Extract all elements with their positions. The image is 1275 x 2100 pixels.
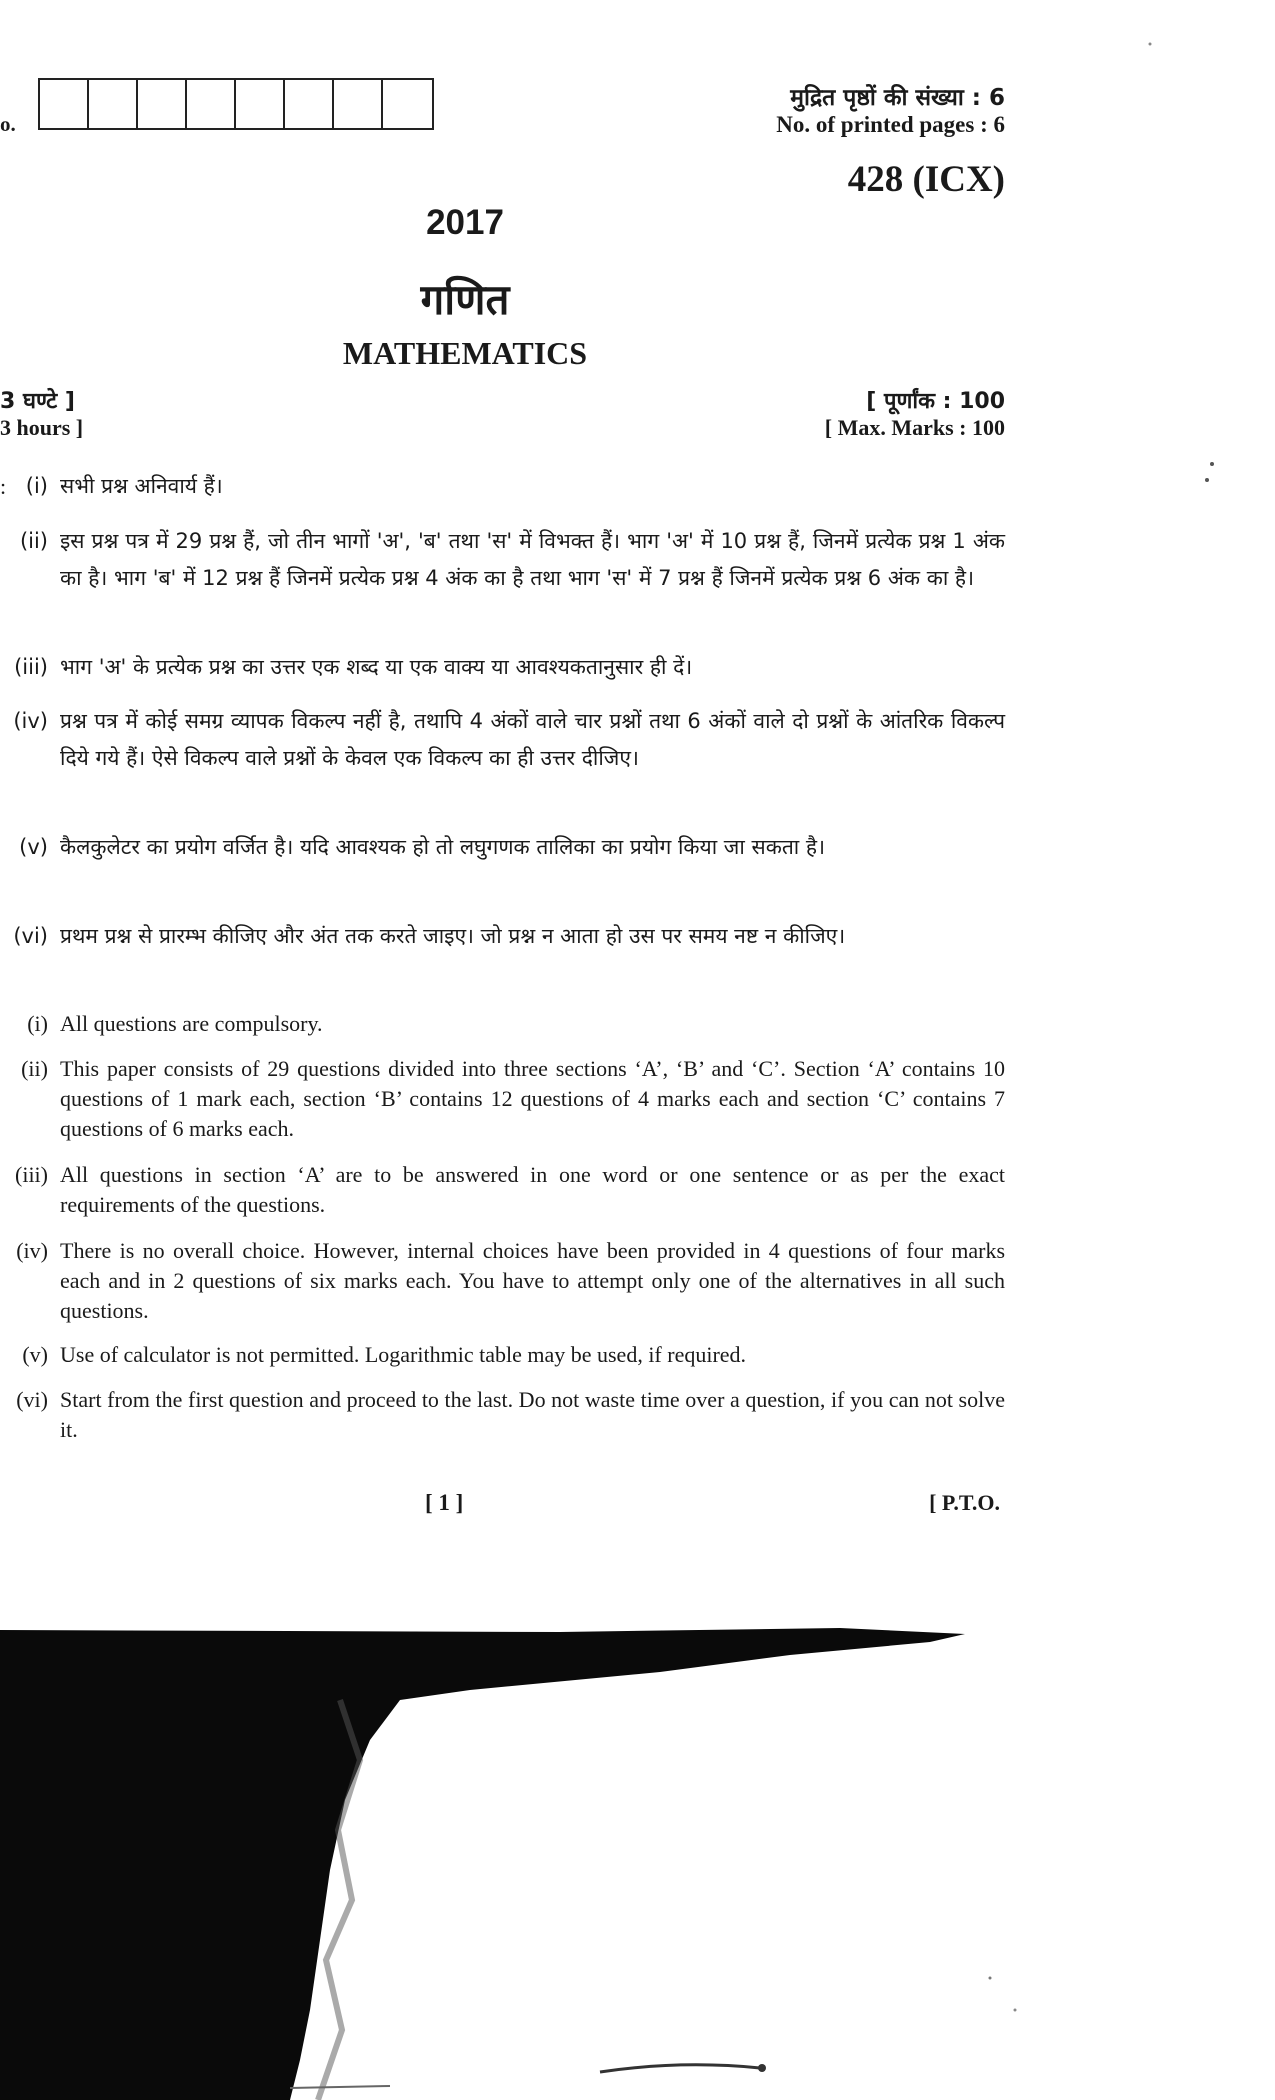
instruction-text: सभी प्रश्न अनिवार्य हैं। [60, 474, 223, 498]
speck [1205, 478, 1209, 482]
page-number: [ 1 ] [425, 1490, 464, 1515]
instruction-text: Start from the first question and proceed to the last. Do not waste time over a question, if you can not solve it. [60, 1387, 1005, 1442]
instructions-colon: : [0, 474, 7, 499]
instruction-text: प्रश्न पत्र में कोई समग्र व्यापक विकल्प नहीं है, तथापि 4 अंकों वाले चार प्रश्नों तथा 6 अंकों वाले दो प्रश्नों के आंतरिक विकल्प दिये गये हैं। ऐसे विकल्प वाले प्रश्नों के केवल एक विकल्प का ही उत्तर दीजिए। [60, 709, 1005, 770]
instruction-text: This paper consists of 29 questions divided into three sections ‘A’, ‘B’ and ‘C’. Section ‘A’ contains 10 questions of 1 mark each, section ‘B’ contains 12 questions of 4 marks each and section ‘C’ contains 7 questions of 6 marks each. [60, 1056, 1005, 1141]
subject-title-english: MATHEMATICS [342, 335, 588, 371]
instruction-number: (ii) [21, 1056, 48, 1081]
instruction-number: (v) [22, 1342, 48, 1367]
instruction-number: (vi) [16, 1387, 48, 1412]
instruction-number: (v) [19, 835, 48, 859]
instruction-text: भाग 'अ' के प्रत्येक प्रश्न का उत्तर एक शब्द या एक वाक्य या आवश्यकतानुसार ही दें। [60, 655, 693, 679]
instruction-number: (iv) [13, 709, 48, 733]
time-allowed-hindi: 3 घण्टे ] [0, 389, 75, 414]
subject-title-hindi: गणित [420, 275, 510, 324]
speck [1014, 2009, 1017, 2012]
please-turn-over: [ P.T.O. [929, 1490, 1000, 1515]
instruction-text: Use of calculator is not permitted. Logarithmic table may be used, if required. [60, 1342, 747, 1367]
instruction-number: (iii) [14, 655, 48, 679]
instruction-number: (iii) [15, 1162, 48, 1187]
speck [1149, 43, 1152, 46]
instruction-text: इस प्रश्न पत्र में 29 प्रश्न हैं, जो तीन भागों 'अ', 'ब' तथा 'स' में विभक्त हैं। भाग 'अ' में 10 प्रश्न हैं, जिनमें प्रत्येक प्रश्न 1 अंक का है। भाग 'ब' में 12 प्रश्न हैं जिनमें प्रत्येक प्रश्न 4 अंक का है तथा भाग 'स' में 7 प्रश्न हैं जिनमें प्रत्येक प्रश्न 6 अंक का है। [60, 529, 1005, 590]
instruction-number: (i) [27, 1011, 48, 1036]
instruction-number: (ii) [19, 529, 48, 553]
instruction-text: All questions in section ‘A’ are to be answered in one word or one sentence or as per the exact requirements of the questions. [60, 1162, 1005, 1217]
paper-code: 428 (ICX) [847, 159, 1005, 200]
instruction-text: कैलकुलेटर का प्रयोग वर्जित है। यदि आवश्यक हो तो लघुगणक तालिका का प्रयोग किया जा सकता है। [60, 835, 826, 859]
printed-pages-english: No. of printed pages : 6 [776, 112, 1005, 137]
instruction-text: There is no overall choice. However, internal choices have been provided in 4 questions of four marks each and in 2 questions of six marks each. You have to attempt only one of the alternatives in all such questions. [60, 1238, 1005, 1323]
instruction-number: (iv) [16, 1238, 48, 1263]
instruction-number: (vi) [13, 924, 48, 948]
printed-pages-hindi: मुद्रित पृष्ठों की संख्या : 6 [790, 85, 1005, 111]
instruction-text: All questions are compulsory. [60, 1011, 323, 1036]
instruction-number: (i) [25, 474, 48, 498]
roll-number-label: o. [0, 112, 16, 136]
speck [989, 1977, 992, 1980]
max-marks-hindi: [ पूर्णांक : 100 [866, 389, 1005, 414]
speck [1210, 462, 1214, 466]
max-marks-english: [ Max. Marks : 100 [824, 415, 1005, 440]
exam-year: 2017 [426, 203, 504, 242]
instruction-text: प्रथम प्रश्न से प्रारम्भ कीजिए और अंत तक करते जाइए। जो प्रश्न न आता हो उस पर समय नष्ट न कीजिए। [60, 924, 846, 948]
time-allowed-english: 3 hours ] [0, 415, 84, 440]
